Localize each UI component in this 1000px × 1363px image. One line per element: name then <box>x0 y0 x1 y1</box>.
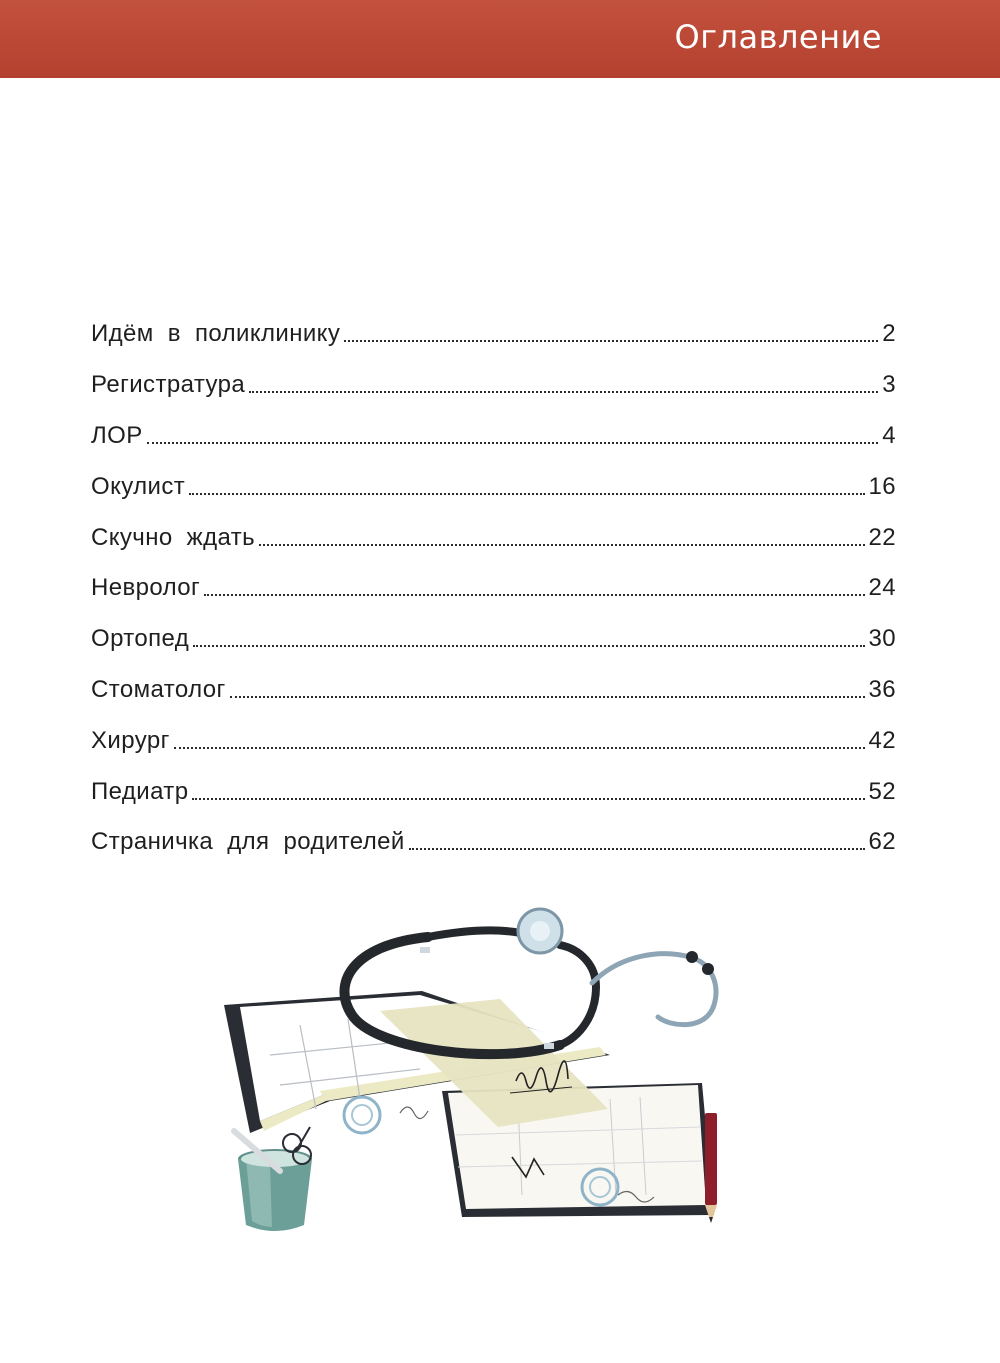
toc-entry[interactable] <box>91 614 896 665</box>
page-title: Оглавление <box>674 18 882 56</box>
toc-entry-title: Страничка для родителей <box>91 828 405 856</box>
toc-leader-dots <box>147 442 879 444</box>
toc-entry-title: Стоматолог <box>91 675 226 703</box>
toc-entry[interactable] <box>91 411 896 462</box>
toc-entry-title: Скучно ждать <box>91 523 256 551</box>
toc-leader-dots <box>230 696 865 698</box>
toc-entry[interactable] <box>91 766 896 817</box>
toc-entry-page: 36 <box>868 675 896 703</box>
toc-leader-dots <box>193 645 864 647</box>
mortar-icon <box>234 1127 312 1231</box>
toc-entry-title: Идём в поликлинику <box>91 320 341 348</box>
toc-entry-title: Хирург <box>91 726 170 754</box>
toc-entry[interactable] <box>91 512 896 563</box>
toc-entry-page: 62 <box>868 828 896 856</box>
toc-entry-title: Невролог <box>91 574 201 602</box>
toc-entry[interactable] <box>91 309 896 360</box>
toc-entry-page: 52 <box>868 777 896 805</box>
toc-entry-title: Регистратура <box>91 371 246 399</box>
toc-leader-dots <box>249 391 878 393</box>
table-of-contents <box>91 309 896 868</box>
record-book-icon <box>224 991 610 1133</box>
toc-entry-page: 24 <box>868 574 896 602</box>
toc-entry[interactable] <box>91 360 896 411</box>
toc-entry[interactable] <box>91 715 896 766</box>
toc-entry[interactable] <box>91 461 896 512</box>
toc-entry-page: 42 <box>868 726 896 754</box>
toc-entry-page: 16 <box>868 472 896 500</box>
toc-entry-page: 4 <box>882 421 896 449</box>
toc-leader-dots <box>189 493 864 495</box>
toc-entry[interactable] <box>91 563 896 614</box>
illustration-svg <box>200 895 760 1265</box>
header-band <box>0 0 1000 78</box>
toc-leader-dots <box>204 594 864 596</box>
toc-entry-page: 3 <box>882 371 896 399</box>
pencil-icon <box>705 1113 717 1223</box>
toc-leader-dots <box>409 848 865 850</box>
toc-entry-title: ЛОР <box>91 421 143 449</box>
toc-entry[interactable] <box>91 817 896 868</box>
toc-leader-dots <box>344 340 878 342</box>
toc-entry-page: 2 <box>882 320 896 348</box>
toc-entry[interactable] <box>91 665 896 716</box>
toc-entry-title: Ортопед <box>91 625 190 653</box>
toc-entry-page: 30 <box>868 625 896 653</box>
toc-entry-page: 22 <box>868 523 896 551</box>
medical-illustration <box>200 895 760 1265</box>
toc-leader-dots <box>259 544 864 546</box>
toc-leader-dots <box>192 798 864 800</box>
toc-entry-title: Педиатр <box>91 777 189 805</box>
toc-entry-title: Окулист <box>91 472 186 500</box>
toc-leader-dots <box>174 747 865 749</box>
